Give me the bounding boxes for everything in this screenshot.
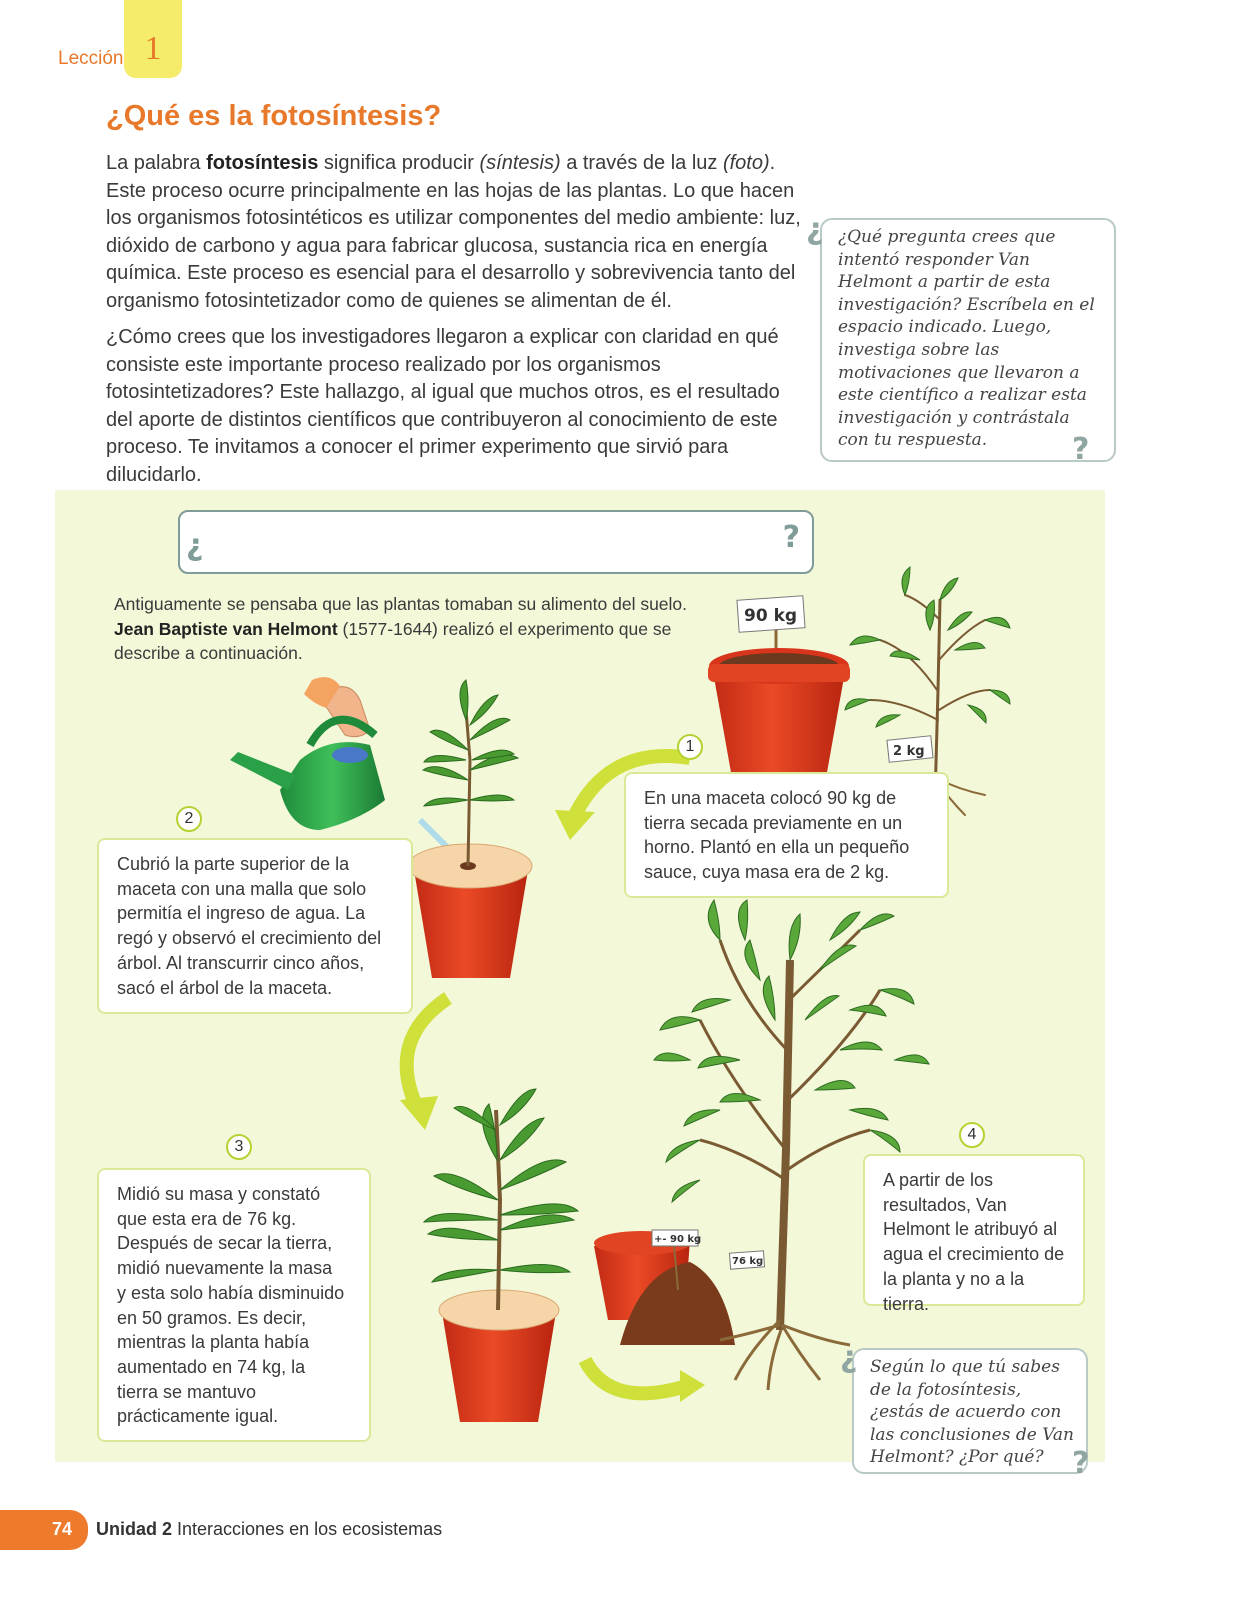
step-number-3: 3 [226, 1134, 252, 1160]
sign-90kg: 90 kg [744, 606, 798, 626]
lesson-number: 1 [144, 30, 162, 67]
lesson-label: Lección [58, 48, 124, 69]
experiment-intro: Antiguamente se pensaba que las plantas tomaban su alimento del suelo. Jean Baptiste van Helmont (1577-1644) realizó el experimento que se describe a continuación. [114, 594, 688, 663]
question-open-icon: ¿ [806, 212, 824, 247]
step-number-2: 2 [176, 806, 202, 832]
term-fotosintesis: fotosíntesis [206, 152, 319, 174]
answer-open-icon: ¿ [186, 528, 204, 563]
tag-2kg: 2 kg [893, 744, 925, 759]
arrow-head-2 [400, 1096, 438, 1130]
bottom-question-box [852, 1348, 1088, 1474]
bottom-question-text: Según lo que tú sabes de la fotosíntesis, ¿estás de acuerdo con las conclusiones de Van Helmont? ¿Por qué? [870, 1357, 1074, 1468]
answer-close-icon: ? [782, 520, 800, 555]
arrow-head-3 [680, 1370, 705, 1402]
question-close-icon: ? [1072, 432, 1090, 467]
paragraph-intro: La palabra fotosíntesis significa producir (síntesis) a través de la luz (foto). Este proceso ocurre principalmente en las hojas de las plantas. Lo que hacen los organismos fotosintéticos es utilizar componentes del medio ambiente: luz, dióxido de carbono y agua para fabricar glucosa, sustancia rica en energía química. Este proceso es esencial para el desarrollo y sobrevivencia tanto del organismo fotosintetizador como de quienes se alimentan de él. [106, 152, 801, 312]
bottom-question-open-icon: ¿ [840, 1340, 858, 1375]
side-question-text: ¿Qué pregunta crees que intentó responder Van Helmont a partir de esta investigación? Escríbela en el espacio indicado. Luego, investiga sobre las motivaciones que llevaron a este científico a realizar esta investigación y contrástala con tu respuesta. [838, 227, 1095, 451]
tag-76kg: 76 kg [732, 1256, 764, 1267]
pot-with-soil-1 [708, 596, 850, 778]
footer-page-tab [0, 1510, 88, 1550]
empty-pot-and-soil [594, 1230, 735, 1345]
page-number: 74 [52, 1519, 73, 1539]
step-4-box: A partir de los resultados, Van Helmont le atribuyó al agua el crecimiento de la planta y no a la tierra. [863, 1154, 1085, 1306]
step-2-box: Cubrió la parte superior de la maceta con una malla que solo permitía el ingreso de agua. La regó y observó el crecimiento del árbol. Al transcurrir cinco años, sacó el árbol de la maceta. [97, 838, 413, 1014]
step-3-box: Midió su masa y constató que esta era de 76 kg. Después de secar la tierra, midió nuevamente la masa y esta solo había disminuido en 50 gramos. Es decir, mientras la planta había aumentado en 74 kg, la tierra se mantuvo prácticamente igual. [97, 1168, 371, 1442]
step-number-4: 4 [959, 1122, 985, 1148]
arrow-head-1 [555, 810, 595, 840]
step-number-1: 1 [677, 734, 703, 760]
arrow-step2-to-step3 [407, 998, 448, 1110]
sign-approx-90kg: +- 90 kg [654, 1234, 702, 1245]
scientist-name: Jean Baptiste van Helmont [114, 618, 338, 639]
paragraph-question: ¿Cómo crees que los investigadores llegaron a explicar con claridad en qué consiste este importante proceso realizado por los organismos fotosintetizadores? Este hallazgo, al igual que muchos otros, es el resultado del aporte de distintos científicos que contribuyeron al conocimiento de este proceso. Te invitamos a conocer el primer experimento que sirvió para dilucidarlo. [106, 326, 780, 486]
footer-unit: Unidad 2 Interacciones en los ecosistemas [96, 1519, 443, 1539]
step-1-box: En una maceta colocó 90 kg de tierra secada previamente en un horno. Plantó en ella un pequeño sauce, cuya masa era de 2 kg. [624, 772, 949, 898]
arrow-step3-to-step4 [585, 1360, 690, 1393]
page-title: ¿Qué es la fotosíntesis? [106, 100, 442, 132]
pot-with-plant-3 [424, 1089, 578, 1422]
bottom-question-close-icon: ? [1072, 1446, 1090, 1481]
